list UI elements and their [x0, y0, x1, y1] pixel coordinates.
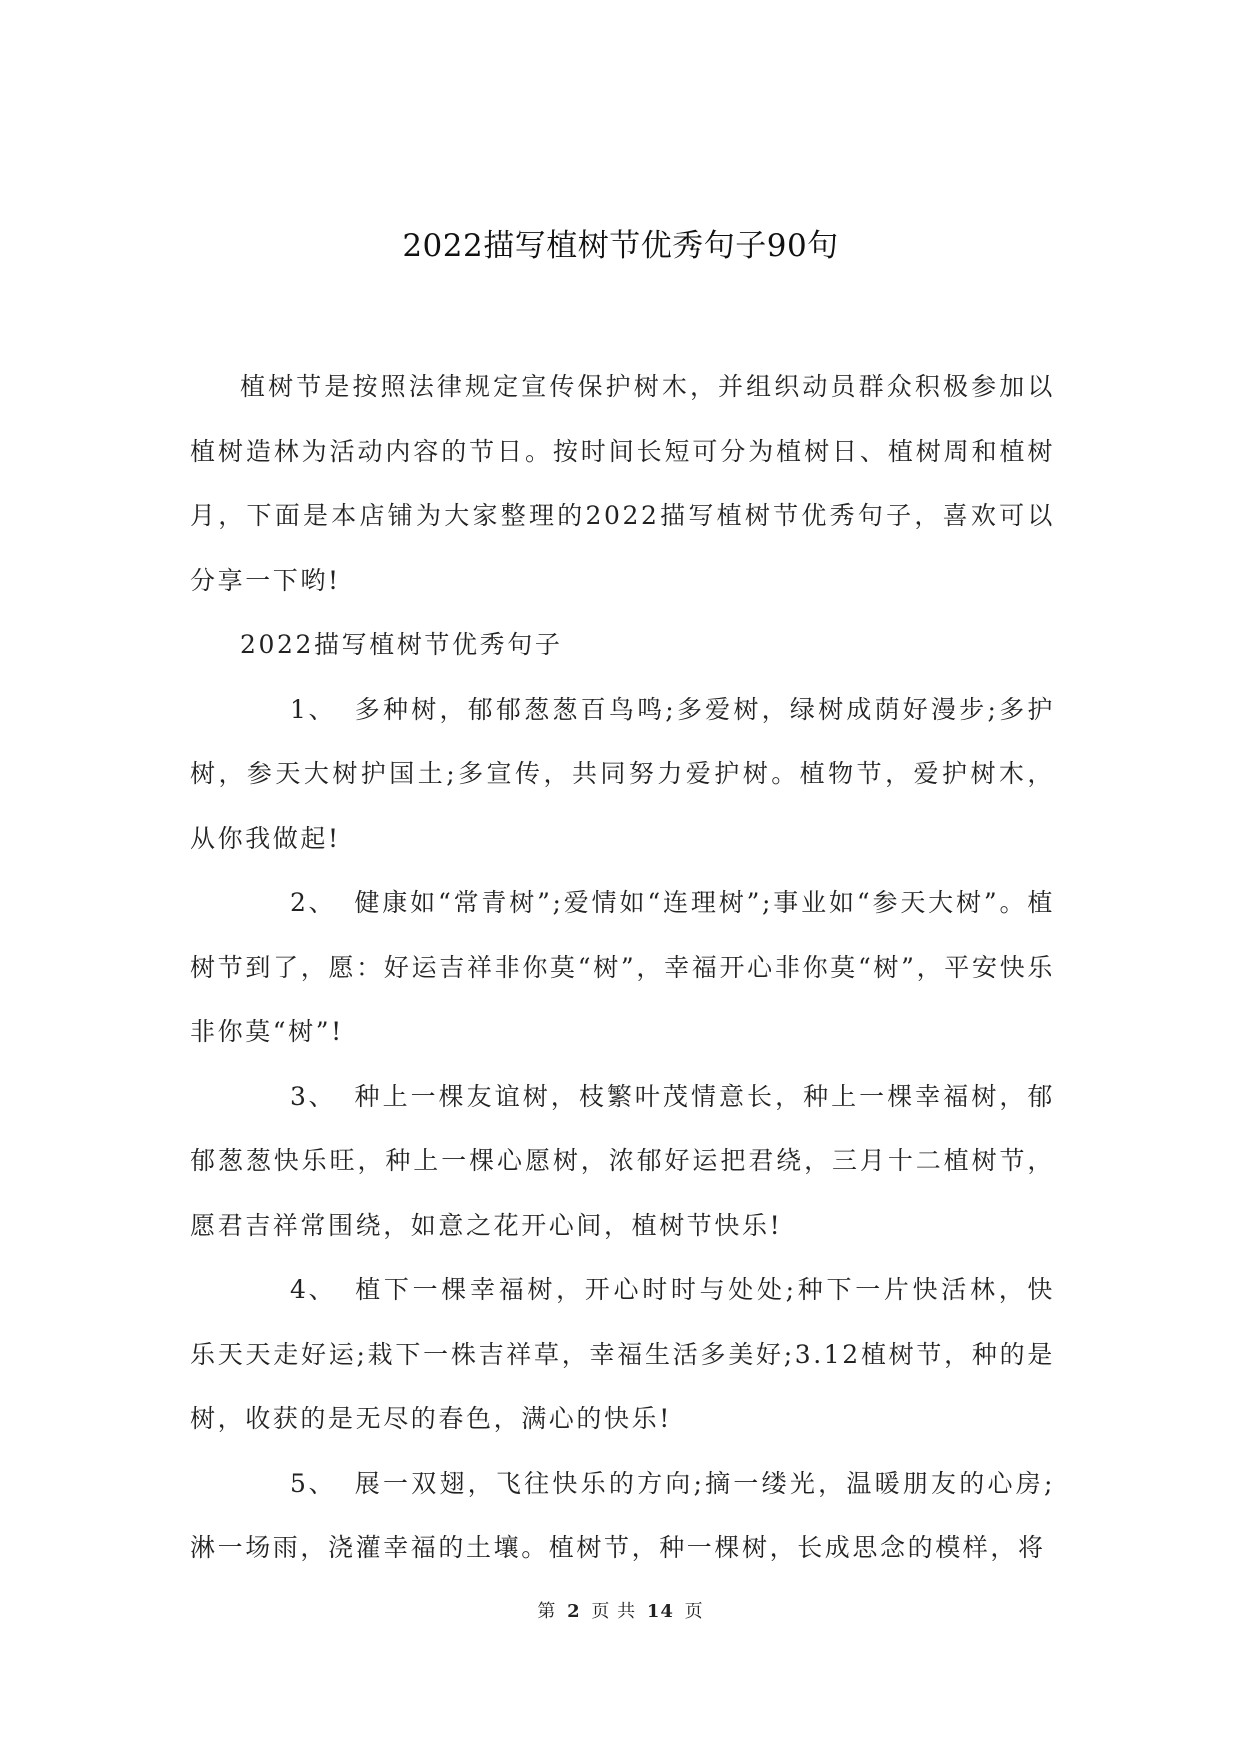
- page-footer: [0, 1600, 1241, 1624]
- list-item-text: 多种树，郁郁葱葱百鸟鸣;多爱树，绿树成荫好漫步;多护树，参天大树护国土;多宣传，共同努力爱护树。植物节，爱护树木，从你我做起!: [190, 694, 1055, 853]
- list-item-number: 4、: [290, 1275, 337, 1304]
- list-item-number: 5、: [290, 1468, 337, 1498]
- footer-total-pages: 14: [646, 1601, 674, 1622]
- section-heading: 2022描写植树节优秀句子: [240, 630, 563, 659]
- list-item: [190, 1452, 1055, 1581]
- document-body: [190, 355, 1055, 1581]
- list-item: [190, 1258, 1055, 1452]
- footer-suffix: 页: [684, 1601, 704, 1622]
- page-title: 2022描写植树节优秀句子90句: [402, 228, 839, 264]
- list-item-number: 2、: [290, 888, 337, 917]
- footer-middle: 页 共: [591, 1601, 637, 1622]
- list-item: [190, 1065, 1055, 1259]
- list-item-number: 1、: [290, 694, 337, 724]
- list-item-text: 种上一棵友谊树，枝繁叶茂情意长，种上一棵幸福树，郁郁葱葱快乐旺，种上一棵心愿树，浓郁好运把君绕，三月十二植树节，愿君吉祥常围绕，如意之花开心间，植树节快乐!: [190, 1081, 1055, 1240]
- list-item-text: 展一双翅，飞往快乐的方向;摘一缕光，温暖朋友的心房;淋一场雨，浇灌幸福的土壤。植树节，种一棵树，长成思念的模样，将: [190, 1468, 1055, 1562]
- footer-page-number: 2: [567, 1601, 581, 1622]
- list-item: [190, 871, 1055, 1065]
- intro-paragraph: 植树节是按照法律规定宣传保护树木，并组织动员群众积极参加以植树造林为活动内容的节日。按时间长短可分为植树日、植树周和植树月，下面是本店铺为大家整理的2022描写植树节优秀句子，喜欢可以分享一下哟!: [190, 372, 1055, 595]
- list-item: [190, 678, 1055, 872]
- list-item-text: 植下一棵幸福树，开心时时与处处;种下一片快活林，快乐天天走好运;栽下一株吉祥草，幸福生活多美好;3.12植树节，种的是树，收获的是无尽的春色，满心的快乐!: [190, 1275, 1055, 1433]
- list-item-number: 3、: [290, 1081, 337, 1111]
- footer-prefix: 第: [537, 1601, 557, 1622]
- list-item-text: 健康如“常青树”;爱情如“连理树”;事业如“参天大树”。植树节到了，愿：好运吉祥非你莫“树”，幸福开心非你莫“树”，平安快乐非你莫“树”!: [190, 888, 1055, 1046]
